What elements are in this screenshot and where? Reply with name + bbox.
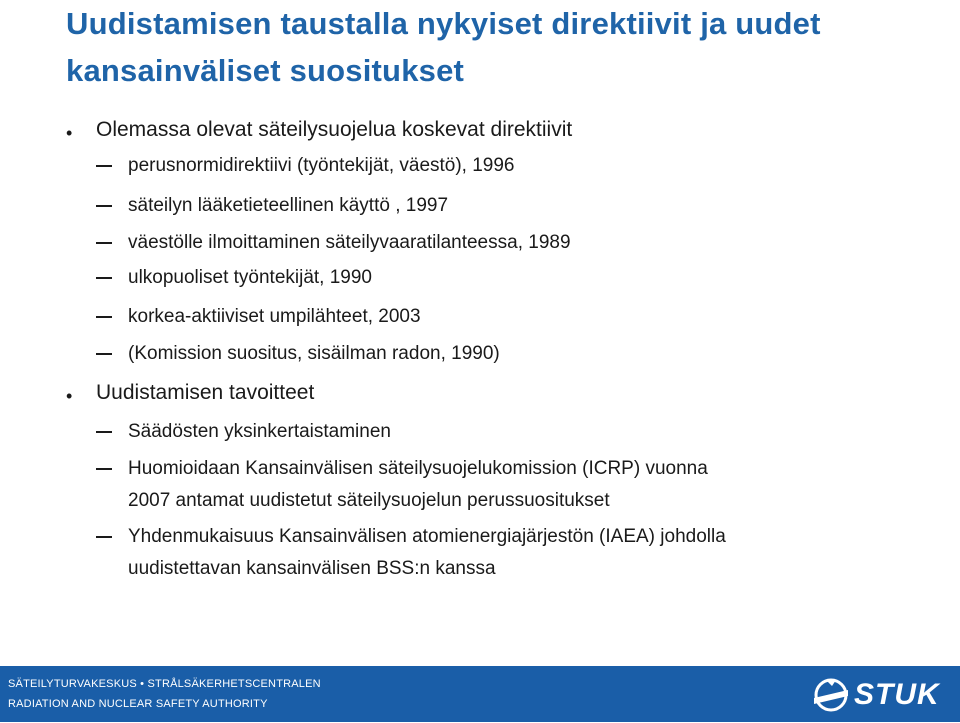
footer-org-names: SÄTEILYTURVAKESKUS • STRÅLSÄKERHETSCENTRALEN bbox=[8, 678, 321, 690]
dash-icon bbox=[96, 316, 112, 318]
list-item-text: väestölle ilmoittaminen säteilyvaaratilanteessa, 1989 bbox=[128, 232, 571, 253]
list-item-text: Säädösten yksinkertaistaminen bbox=[128, 421, 391, 442]
dash-icon bbox=[96, 205, 112, 207]
list-item-text: uudistettavan kansainvälisen BSS:n kanssa bbox=[128, 558, 496, 579]
list-item-text: (Komission suositus, sisäilman radon, 1990) bbox=[128, 343, 500, 364]
dash-icon bbox=[96, 353, 112, 355]
list-item-text: Yhdenmukaisuus Kansainvälisen atomienergiajärjestön (IAEA) johdolla bbox=[128, 526, 726, 547]
dash-icon bbox=[96, 242, 112, 244]
list-item-text: ulkopuoliset työntekijät, 1990 bbox=[128, 267, 372, 288]
dash-icon bbox=[96, 277, 112, 279]
bullet-dot-icon: • bbox=[66, 123, 73, 143]
stuk-emblem-icon bbox=[808, 672, 854, 718]
dash-icon bbox=[96, 431, 112, 433]
list-item-text: korkea-aktiiviset umpilähteet, 2003 bbox=[128, 306, 421, 327]
bullet-label: Olemassa olevat säteilysuojelua koskevat direktiivit bbox=[96, 118, 573, 141]
list-item-text: 2007 antamat uudistetut säteilysuojelun perussuositukset bbox=[128, 490, 610, 511]
dash-icon bbox=[96, 468, 112, 470]
list-item-text: perusnormidirektiivi (työntekijät, väestö), 1996 bbox=[128, 155, 515, 176]
stuk-logo bbox=[808, 672, 946, 718]
dash-icon bbox=[96, 536, 112, 538]
footer-bar bbox=[0, 666, 960, 722]
slide-title: Uudistamisen taustalla nykyiset direktiivit ja uudet kansainväliset suositukset bbox=[66, 6, 821, 88]
list-item-text: Huomioidaan Kansainvälisen säteilysuojelukomission (ICRP) vuonna bbox=[128, 458, 708, 479]
bullet-label: Uudistamisen tavoitteet bbox=[96, 381, 315, 404]
dash-icon bbox=[96, 165, 112, 167]
footer-org-english: RADIATION AND NUCLEAR SAFETY AUTHORITY bbox=[8, 698, 268, 710]
logo-text: STUK bbox=[854, 678, 940, 711]
list-item-text: säteilyn lääketieteellinen käyttö , 1997 bbox=[128, 195, 449, 216]
bullet-dot-icon: • bbox=[66, 386, 73, 406]
